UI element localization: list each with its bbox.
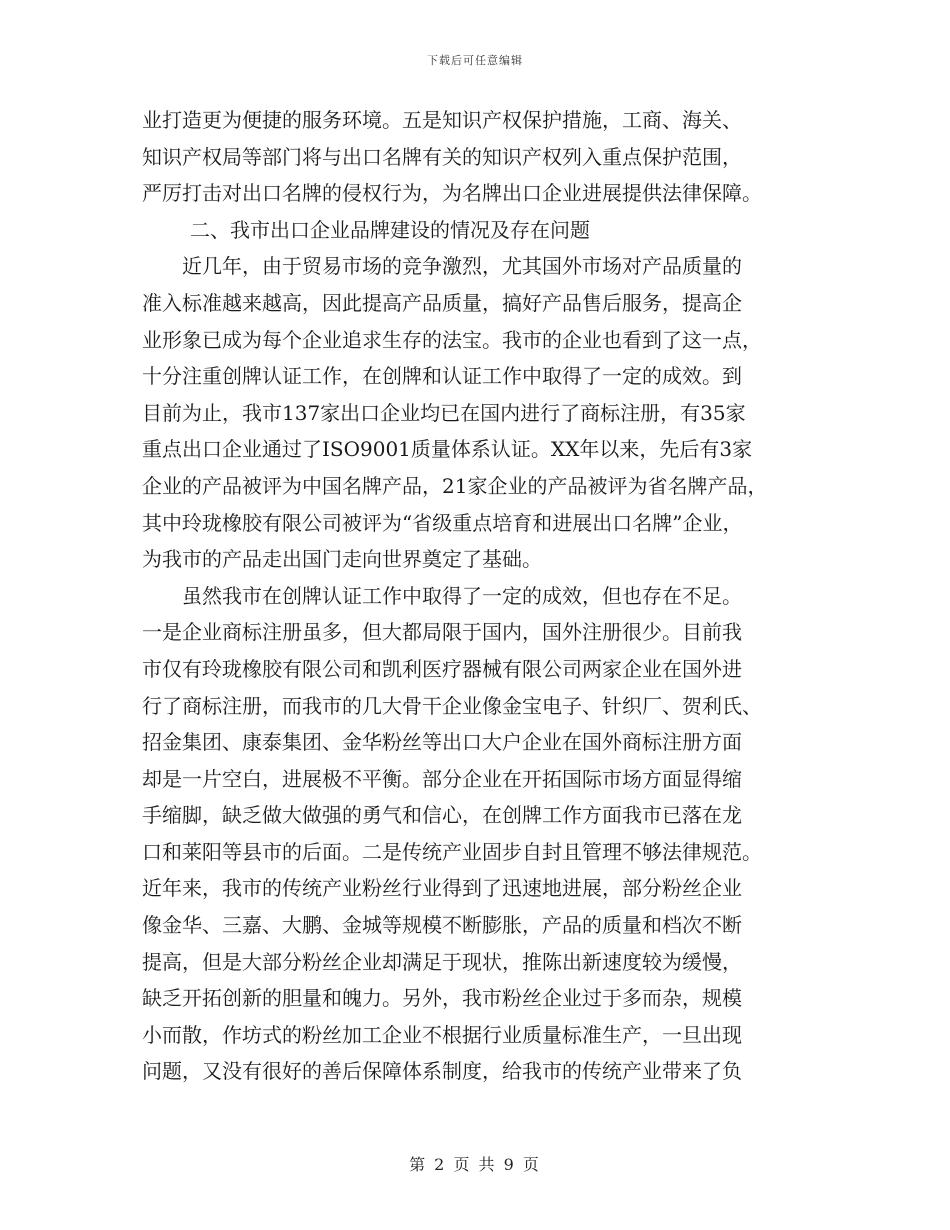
text-line: 近几年，由于贸易市场的竞争激烈，尤其国外市场对产品质量的 <box>182 254 742 279</box>
text-line: 业打造更为便捷的服务环境。五是知识产权保护措施，工商、海关、 <box>142 108 742 132</box>
text-line: 知识产权局等部门将与出口名牌有关的知识产权列入重点保护范围， <box>142 144 742 169</box>
text-line: 缺乏开拓创新的胆量和魄力。另外，我市粉丝企业过于多而杂，规模 <box>142 986 742 1011</box>
text-line: 却是一片空白，进展极不平衡。部分企业在开拓国际市场方面显得缩 <box>142 766 742 791</box>
text-line: 虽然我市在创牌认证工作中取得了一定的成效，但也存在不足。 <box>182 583 742 608</box>
text-line: 十分注重创牌认证工作，在创牌和认证工作中取得了一定的成效。到 <box>142 364 742 389</box>
document-body <box>142 102 814 1090</box>
header-note: 下载后可任意编辑 <box>427 54 523 67</box>
text-line: 行了商标注册，而我市的几大骨干企业像金宝电子、针织厂、贺利氏、 <box>142 693 762 718</box>
text-line: 口和莱阳等县市的后面。二是传统产业固步自封且管理不够法律规范。 <box>142 839 762 864</box>
text-line: 提高，但是大部分粉丝企业却满足于现状，推陈出新速度较为缓慢， <box>142 949 742 974</box>
page-number: 第 2 页 共 9 页 <box>409 1155 541 1174</box>
text-line: 严厉打击对出口名牌的侵权行为，为名牌出口企业进展提供法律保障。 <box>142 181 762 206</box>
text-line: 手缩脚，缺乏做大做强的勇气和信心，在创牌工作方面我市已落在龙 <box>142 803 742 828</box>
text-line: 目前为止，我市137家出口企业均已在国内进行了商标注册，有35家 <box>142 400 746 425</box>
section-heading: 二、我市出口企业品牌建设的情况及存在问题 <box>190 217 590 242</box>
text-line: 像金华、三嘉、大鹏、金城等规模不断膨胀，产品的质量和档次不断 <box>142 913 742 938</box>
text-line: 企业的产品被评为中国名牌产品，21家企业的产品被评为省名牌产品， <box>142 473 768 498</box>
text-line: 问题，又没有很好的善后保障体系制度，给我市的传统产业带来了负 <box>142 1059 742 1084</box>
text-line: 小而散，作坊式的粉丝加工企业不根据行业质量标准生产，一旦出现 <box>142 1022 742 1047</box>
text-line: 市仅有玲珑橡胶有限公司和凯利医疗器械有限公司两家企业在国外进 <box>142 656 742 681</box>
text-line: 准入标准越来越高，因此提高产品质量，搞好产品售后服务，提高企 <box>142 290 742 315</box>
text-line: 重点出口企业通过了ISO9001质量体系认证。XX年以来，先后有3家 <box>142 437 753 462</box>
text-line: 近年来，我市的传统产业粉丝行业得到了迅速地进展，部分粉丝企业 <box>142 876 742 901</box>
text-line: 一是企业商标注册虽多，但大都局限于国内，国外注册很少。目前我 <box>142 620 742 645</box>
text-line: 招金集团、康泰集团、金华粉丝等出口大户企业在国外商标注册方面 <box>142 730 742 755</box>
text-line: 业形象已成为每个企业追求生存的法宝。我市的企业也看到了这一点， <box>142 327 762 352</box>
text-line: 为我市的产品走出国门走向世界奠定了基础。 <box>142 547 542 572</box>
text-line: 其中玲珑橡胶有限公司被评为“省级重点培育和进展出口名牌”企业， <box>142 510 743 535</box>
